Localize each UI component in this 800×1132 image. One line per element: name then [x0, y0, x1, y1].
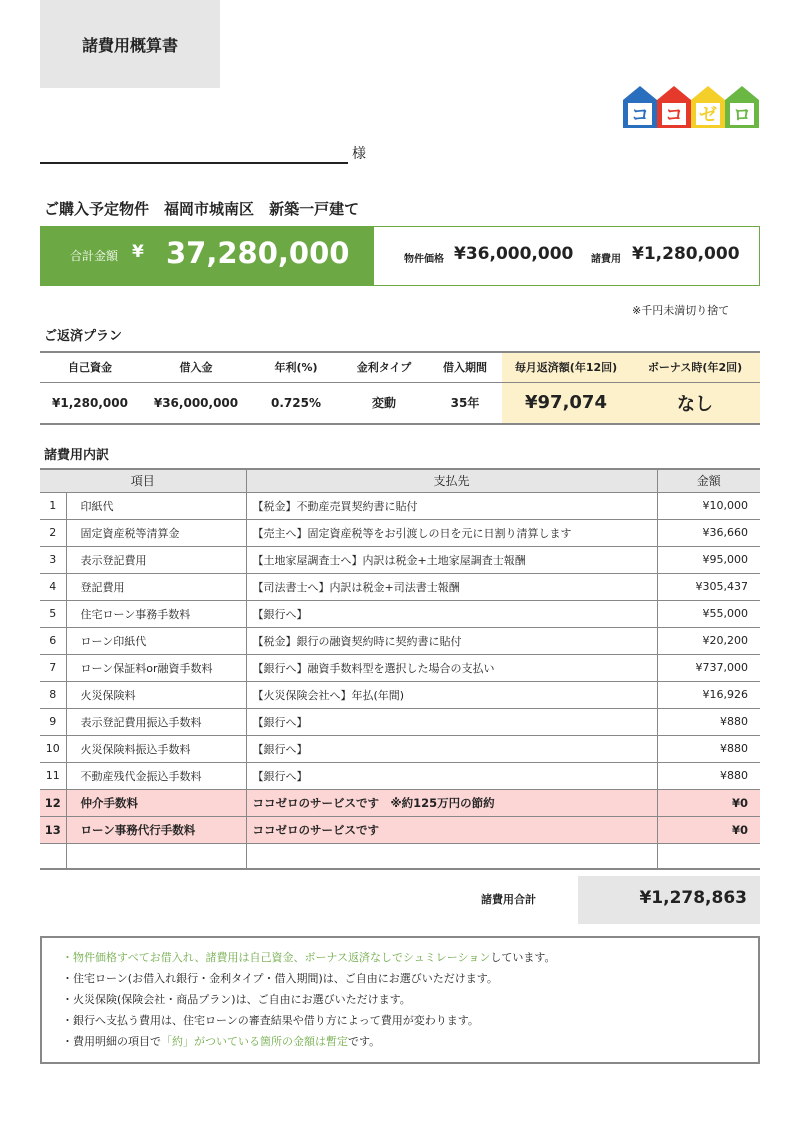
page-title: 諸費用概算書 [40, 0, 220, 88]
detail-header: 支払先 [246, 469, 657, 492]
empty-row [40, 843, 760, 869]
note-text: です。 [348, 1035, 381, 1048]
row-item: 火災保険料振込手数料 [66, 735, 246, 762]
property-location: 福岡市城南区 [164, 200, 255, 218]
table-row [40, 627, 760, 654]
detail-header: 金額 [657, 469, 760, 492]
notes-box [40, 936, 760, 1064]
note-text: しています。 [490, 951, 556, 964]
row-item: 登記費用 [66, 573, 246, 600]
row-amount: ¥10,000 [657, 492, 760, 519]
property-label: ご購入予定物件 [44, 200, 150, 218]
note-text: ・費用明細の項目で [62, 1035, 161, 1048]
bonus-payment-value: なし [630, 382, 760, 424]
table-row [40, 654, 760, 681]
row-amount: ¥880 [657, 762, 760, 789]
row-amount: ¥36,660 [657, 519, 760, 546]
note-line [62, 1031, 738, 1052]
detail-header: 項目 [40, 469, 246, 492]
row-item: ローン事務代行手数料 [66, 816, 246, 843]
row-item: 火災保険料 [66, 681, 246, 708]
table-row [40, 519, 760, 546]
logo-house [657, 86, 691, 128]
row-number: 7 [40, 654, 66, 681]
row-payee: 【火災保険会社へ】年払(年間) [246, 681, 657, 708]
plan-header-bonus: ボーナス時(年2回) [630, 352, 760, 382]
logo-letter: コ [665, 105, 683, 126]
row-payee: 【銀行へ】 [246, 762, 657, 789]
fee-breakdown-table [40, 468, 760, 870]
row-number: 13 [40, 816, 66, 843]
row-payee: 【司法書士へ】内訳は税金+司法書士報酬 [246, 573, 657, 600]
cocozero-logo [623, 86, 759, 128]
table-row [40, 708, 760, 735]
row-payee: 【土地家屋調査士へ】内訳は税金+土地家屋調査士報酬 [246, 546, 657, 573]
table-row [40, 816, 760, 843]
fee-label: 諸費用 [591, 254, 621, 265]
honorific: 様 [352, 146, 366, 162]
row-payee: 【税金】銀行の融資契約時に契約書に貼付 [246, 627, 657, 654]
row-payee: 【銀行へ】 [246, 600, 657, 627]
table-row [40, 573, 760, 600]
plan-header: 自己資金 [40, 352, 140, 382]
logo-letter: コ [631, 105, 649, 126]
plan-header: 年利(%) [252, 352, 340, 382]
detail-header-row [40, 469, 760, 492]
row-item: 表示登記費用振込手数料 [66, 708, 246, 735]
row-payee: 【銀行へ】 [246, 708, 657, 735]
repayment-plan-table [40, 351, 760, 425]
property-info [44, 198, 359, 219]
plan-header-row [40, 352, 760, 382]
row-item: ローン印紙代 [66, 627, 246, 654]
row-amount: ¥737,000 [657, 654, 760, 681]
property-type: 新築一戸建て [269, 200, 360, 218]
empty-cell [66, 843, 246, 869]
row-item: 仲介手数料 [66, 789, 246, 816]
fee-total-label: 諸費用合計 [481, 893, 536, 906]
row-payee: 【売主へ】固定資産税等をお引渡しの日を元に日割り清算します [246, 519, 657, 546]
row-item: ローン保証料or融資手数料 [66, 654, 246, 681]
row-amount: ¥880 [657, 735, 760, 762]
row-item: 住宅ローン事務手数料 [66, 600, 246, 627]
row-number: 5 [40, 600, 66, 627]
row-number: 4 [40, 573, 66, 600]
note-line: ・火災保険(保険会社・商品プラン)は、ご自由にお選びいただけます。 [62, 993, 411, 1006]
logo-house [725, 86, 759, 128]
plan-header-monthly: 毎月返済額(年12回) [502, 352, 630, 382]
row-item: 固定資産税等清算金 [66, 519, 246, 546]
row-amount: ¥16,926 [657, 681, 760, 708]
row-amount: ¥20,200 [657, 627, 760, 654]
note-line: ・銀行へ支払う費用は、住宅ローンの審査結果や借り方によって費用が変わります。 [62, 1014, 479, 1027]
table-row [40, 789, 760, 816]
logo-letter: ゼ [699, 105, 717, 126]
logo-house [623, 86, 657, 128]
plan-header: 金利タイプ [340, 352, 428, 382]
plan-value-row [40, 382, 760, 424]
total-label: 合計金額 [70, 249, 119, 263]
row-payee: ココゼロのサービスです [246, 816, 657, 843]
plan-heading: ご返済プラン [44, 329, 123, 344]
total-value: 37,280,000 [166, 236, 350, 270]
table-row [40, 492, 760, 519]
fee-total-value: ¥1,278,863 [578, 876, 760, 924]
row-number: 12 [40, 789, 66, 816]
row-amount: ¥95,000 [657, 546, 760, 573]
price-label: 物件価格 [404, 254, 444, 265]
logo-letter: ロ [733, 105, 751, 126]
plan-value: 変動 [371, 396, 396, 411]
row-amount: ¥0 [657, 789, 760, 816]
monthly-payment-value: ¥97,074 [502, 382, 630, 424]
row-number: 1 [40, 492, 66, 519]
detail-heading: 諸費用内訳 [44, 448, 110, 463]
plan-header: 借入期間 [428, 352, 502, 382]
row-number: 11 [40, 762, 66, 789]
row-item: 表示登記費用 [66, 546, 246, 573]
table-row [40, 762, 760, 789]
plan-header: 借入金 [140, 352, 252, 382]
price-value: ¥36,000,000 [454, 244, 574, 264]
plan-value: ¥1,280,000 [52, 395, 128, 410]
table-row [40, 600, 760, 627]
note-line [62, 947, 738, 968]
empty-cell [657, 843, 760, 869]
table-row [40, 681, 760, 708]
plan-value: 0.725% [271, 395, 321, 410]
row-payee: 【税金】不動産売買契約書に貼付 [246, 492, 657, 519]
note-highlight: 「約」がついている箇所の金額は暫定 [161, 1035, 348, 1048]
row-number: 8 [40, 681, 66, 708]
logo-house [691, 86, 725, 128]
table-row [40, 735, 760, 762]
row-number: 3 [40, 546, 66, 573]
row-number: 6 [40, 627, 66, 654]
table-row [40, 546, 760, 573]
row-payee: ココゼロのサービスです ※約125万円の節約 [246, 789, 657, 816]
row-amount: ¥880 [657, 708, 760, 735]
empty-cell [40, 843, 66, 869]
row-number: 2 [40, 519, 66, 546]
row-amount: ¥55,000 [657, 600, 760, 627]
rounding-note: ※千円未満切り捨て [632, 304, 730, 317]
row-number: 9 [40, 708, 66, 735]
row-payee: 【銀行へ】 [246, 735, 657, 762]
plan-value: 35年 [450, 396, 480, 411]
fee-value: ¥1,280,000 [632, 244, 740, 264]
customer-name-line [40, 162, 348, 164]
total-currency: ¥ [132, 242, 144, 262]
row-payee: 【銀行へ】融資手数料型を選択した場合の支払い [246, 654, 657, 681]
note-highlight: ・物件価格すべてお借入れ、諸費用は自己資金、ボーナス返済なしでシュミレーション [62, 951, 491, 964]
row-amount: ¥0 [657, 816, 760, 843]
empty-cell [246, 843, 657, 869]
plan-value: ¥36,000,000 [153, 395, 239, 410]
row-item: 印紙代 [66, 492, 246, 519]
row-number: 10 [40, 735, 66, 762]
row-amount: ¥305,437 [657, 573, 760, 600]
row-item: 不動産残代金振込手数料 [66, 762, 246, 789]
note-line: ・住宅ローン(お借入れ銀行・金利タイプ・借入期間)は、ご自由にお選びいただけます。 [62, 972, 498, 985]
